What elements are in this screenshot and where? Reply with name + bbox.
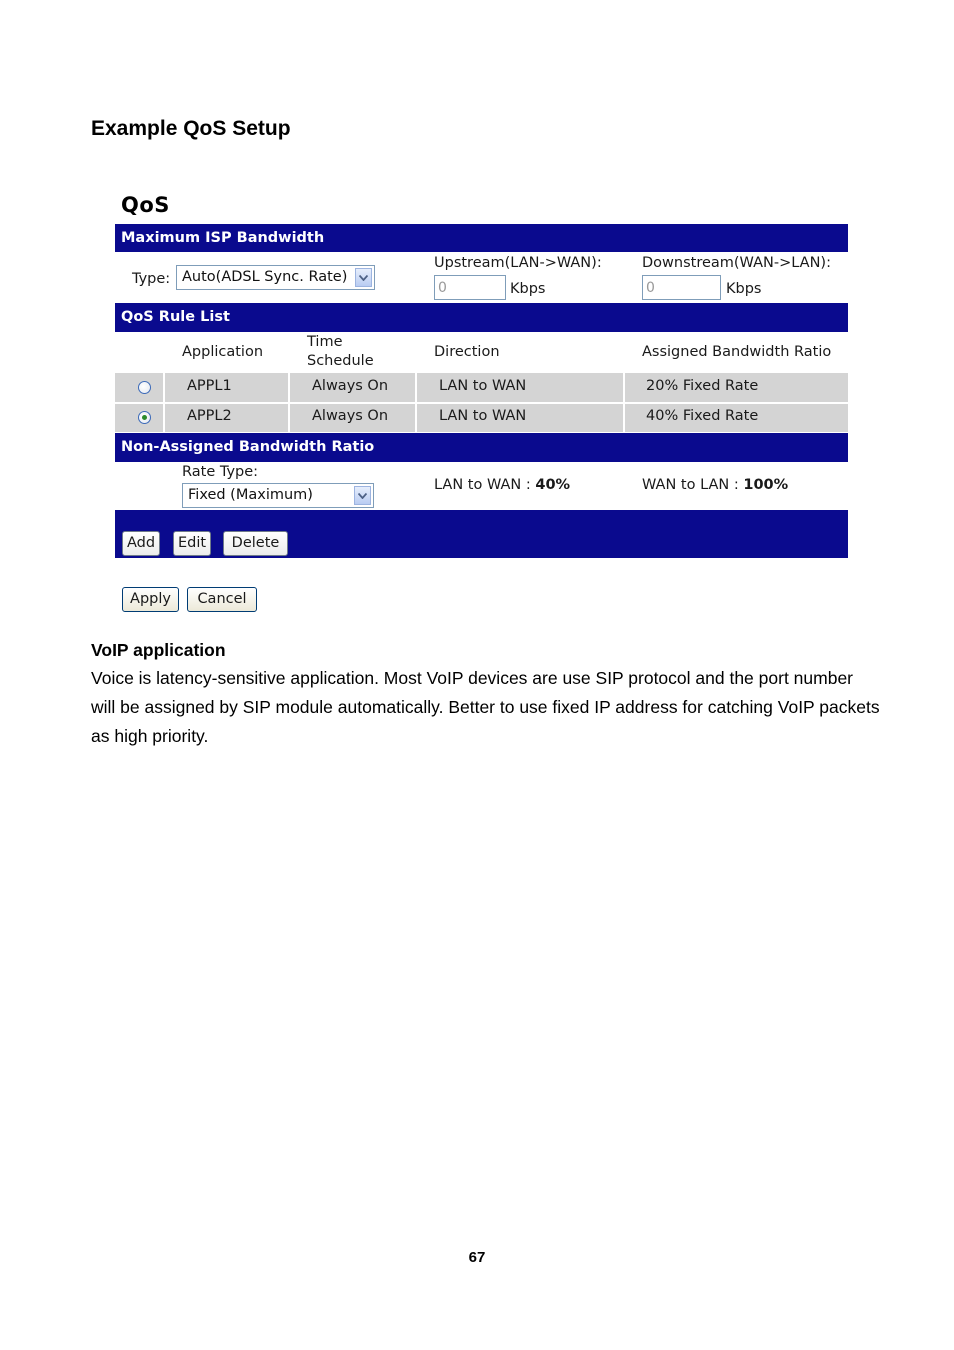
type-select-value: Auto(ADSL Sync. Rate) — [182, 269, 348, 285]
upstream-input-field[interactable] — [435, 276, 505, 299]
downstream-unit: Kbps — [726, 281, 762, 297]
downstream-input-field[interactable] — [643, 276, 720, 299]
lan-to-wan-value: 40% — [535, 477, 571, 493]
cancel-button[interactable]: Cancel — [187, 587, 257, 612]
wan-to-lan-value: 100% — [743, 477, 789, 493]
wan-to-lan-ratio — [642, 477, 788, 493]
upstream-input[interactable] — [434, 275, 506, 300]
document-heading: Example QoS Setup — [91, 117, 291, 140]
column-header-direction: Direction — [434, 344, 500, 360]
voip-heading: VoIP application — [91, 640, 226, 660]
section-label-rule-list: QoS Rule List — [121, 309, 230, 325]
type-label: Type: — [132, 271, 171, 287]
qos-page-title: QoS — [121, 193, 170, 217]
wan-to-lan-label: WAN to LAN : — [642, 477, 739, 493]
column-header-time-line1: Time — [307, 334, 343, 350]
cell-application: APPL1 — [187, 378, 232, 394]
cell-divider — [623, 404, 625, 432]
lan-to-wan-ratio — [434, 477, 570, 493]
edit-button[interactable]: Edit — [173, 531, 211, 556]
chevron-down-icon[interactable] — [354, 486, 371, 505]
chevron-down-icon[interactable] — [355, 268, 372, 287]
add-button[interactable]: Add — [122, 531, 160, 556]
apply-button[interactable]: Apply — [122, 587, 179, 612]
cell-divider — [415, 373, 417, 402]
column-header-ratio: Assigned Bandwidth Ratio — [642, 344, 832, 360]
cell-direction: LAN to WAN — [439, 408, 527, 424]
cell-direction: LAN to WAN — [439, 378, 527, 394]
cell-divider — [163, 373, 165, 402]
rate-type-label: Rate Type: — [182, 464, 259, 480]
cell-application: APPL2 — [187, 408, 232, 424]
cell-divider — [623, 373, 625, 402]
section-bar-isp-bandwidth — [115, 224, 848, 252]
cell-schedule: Always On — [312, 378, 389, 394]
section-label-isp-bandwidth: Maximum ISP Bandwidth — [121, 230, 325, 246]
type-select[interactable] — [176, 265, 375, 290]
section-label-non-assigned: Non-Assigned Bandwidth Ratio — [121, 439, 375, 455]
rate-type-select[interactable] — [182, 483, 374, 508]
cell-divider — [288, 404, 290, 432]
cell-schedule: Always On — [312, 408, 389, 424]
action-bar — [115, 510, 848, 558]
cell-divider — [163, 404, 165, 432]
column-header-application: Application — [182, 344, 264, 360]
cell-divider — [288, 373, 290, 402]
voip-paragraph: Voice is latency-sensitive application. Most VoIP devices are use SIP protocol and the port number will be assigned by SIP module automatically. Better to use fixed IP address for catching VoIP packets as high priority. — [91, 668, 880, 746]
cell-ratio: 40% Fixed Rate — [646, 408, 759, 424]
downstream-label: Downstream(WAN->LAN): — [642, 255, 831, 271]
cell-ratio: 20% Fixed Rate — [646, 378, 759, 394]
section-bar-rule-list — [115, 303, 848, 332]
column-header-time-line2: Schedule — [307, 353, 374, 369]
cell-divider — [415, 404, 417, 432]
delete-button[interactable]: Delete — [223, 531, 288, 556]
table-row[interactable] — [115, 373, 848, 402]
page-number: 67 — [468, 1249, 486, 1266]
downstream-input[interactable] — [642, 275, 721, 300]
row-select-radio[interactable] — [138, 411, 151, 424]
upstream-unit: Kbps — [510, 281, 546, 297]
lan-to-wan-label: LAN to WAN : — [434, 477, 531, 493]
rate-type-select-value: Fixed (Maximum) — [188, 487, 313, 503]
row-select-radio[interactable] — [138, 381, 151, 394]
upstream-label: Upstream(LAN->WAN): — [434, 255, 602, 271]
section-bar-non-assigned — [115, 433, 848, 462]
table-row[interactable] — [115, 404, 848, 432]
